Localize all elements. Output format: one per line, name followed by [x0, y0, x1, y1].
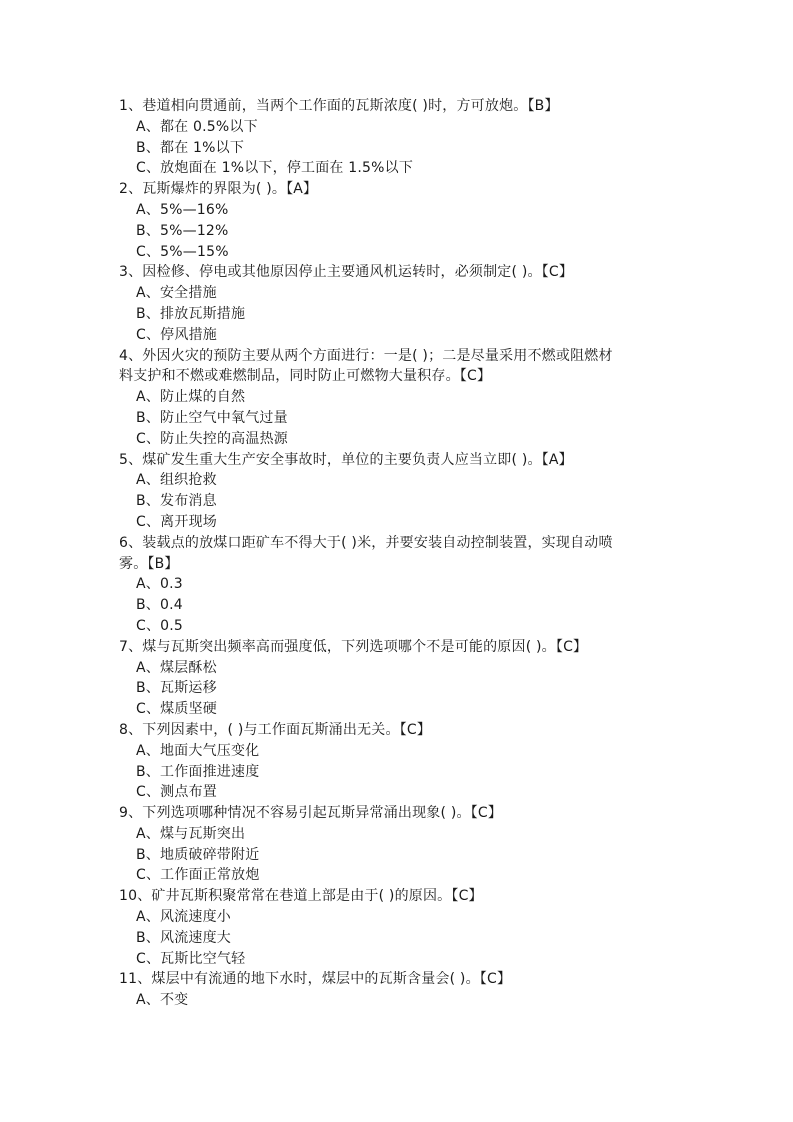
question-8 — [119, 720, 679, 803]
question-text-continued: 雾。【B】 — [119, 555, 179, 572]
option-a: A、都在 0.5%以下 — [136, 118, 258, 135]
question-text: 7、煤与瓦斯突出频率高而强度低，下列选项哪个不是可能的原因( )。【C】 — [119, 638, 588, 655]
question-text: 6、装载点的放煤口距矿车不得大于( )米，并要安装自动控制装置，实现自动喷 — [119, 534, 613, 551]
option-c: C、测点布置 — [136, 784, 217, 801]
option-b: B、5%—12% — [136, 222, 229, 239]
option-a: A、安全措施 — [136, 285, 217, 302]
question-3 — [119, 262, 679, 345]
option-a: A、0.3 — [136, 576, 183, 593]
question-list — [119, 96, 679, 1011]
option-b: B、发布消息 — [136, 493, 217, 510]
option-c: C、瓦斯比空气轻 — [136, 950, 246, 967]
option-c: C、放炮面在 1%以下，停工面在 1.5%以下 — [136, 160, 414, 177]
option-a: A、组织抢救 — [136, 472, 217, 489]
question-text: 5、煤矿发生重大生产安全事故时，单位的主要负责人应当立即( )。【A】 — [119, 451, 573, 468]
question-9 — [119, 803, 679, 886]
option-b: B、工作面推进速度 — [136, 763, 260, 780]
option-a: A、地面大气压变化 — [136, 742, 260, 759]
question-text: 11、煤层中有流通的地下水时，煤层中的瓦斯含量会( )。【C】 — [119, 971, 512, 988]
question-7 — [119, 637, 679, 720]
question-5 — [119, 450, 679, 533]
option-a: A、煤与瓦斯突出 — [136, 825, 246, 842]
option-c: C、工作面正常放炮 — [136, 867, 260, 884]
question-10 — [119, 886, 679, 969]
option-a: A、不变 — [136, 992, 189, 1009]
option-c: C、0.5 — [136, 617, 184, 634]
option-c: C、煤质坚硬 — [136, 701, 217, 718]
question-text: 3、因检修、停电或其他原因停止主要通风机运转时，必须制定( )。【C】 — [119, 264, 574, 281]
question-11 — [119, 969, 679, 1011]
option-b: B、瓦斯运移 — [136, 680, 217, 697]
question-text: 2、瓦斯爆炸的界限为( )。【A】 — [119, 181, 318, 198]
option-b: B、都在 1%以下 — [136, 139, 245, 156]
question-text: 1、巷道相向贯通前，当两个工作面的瓦斯浓度( )时，方可放炮。【B】 — [119, 98, 559, 114]
option-a: A、风流速度小 — [136, 909, 231, 926]
option-c: C、离开现场 — [136, 513, 217, 530]
option-b: B、风流速度大 — [136, 929, 232, 946]
option-b: B、地质破碎带附近 — [136, 846, 260, 863]
option-b: B、防止空气中氧气过量 — [136, 409, 288, 426]
option-c: C、防止失控的高温热源 — [136, 430, 288, 447]
question-text: 10、矿井瓦斯积聚常常在巷道上部是由于( )的原因。【C】 — [119, 888, 483, 905]
option-a: A、煤层酥松 — [136, 659, 217, 676]
question-text-continued: 料支护和不燃或难燃制品，同时防止可燃物大量积存。【C】 — [119, 368, 492, 385]
question-text: 4、外因火灾的预防主要从两个方面进行：一是( )；二是尽量采用不燃或阻燃材 — [119, 347, 613, 364]
question-6 — [119, 533, 679, 637]
option-c: C、停风措施 — [136, 326, 217, 343]
question-4 — [119, 346, 679, 450]
question-2 — [119, 179, 679, 262]
option-a: A、5%—16% — [136, 201, 229, 218]
option-c: C、5%—15% — [136, 243, 229, 260]
option-b: B、排放瓦斯措施 — [136, 305, 246, 322]
question-text: 9、下列选项哪种情况不容易引起瓦斯异常涌出现象( )。【C】 — [119, 805, 503, 822]
question-text: 8、下列因素中，( )与工作面瓦斯涌出无关。【C】 — [119, 721, 432, 738]
option-b: B、0.4 — [136, 597, 183, 614]
question-1 — [119, 96, 679, 179]
option-a: A、防止煤的自然 — [136, 389, 246, 406]
